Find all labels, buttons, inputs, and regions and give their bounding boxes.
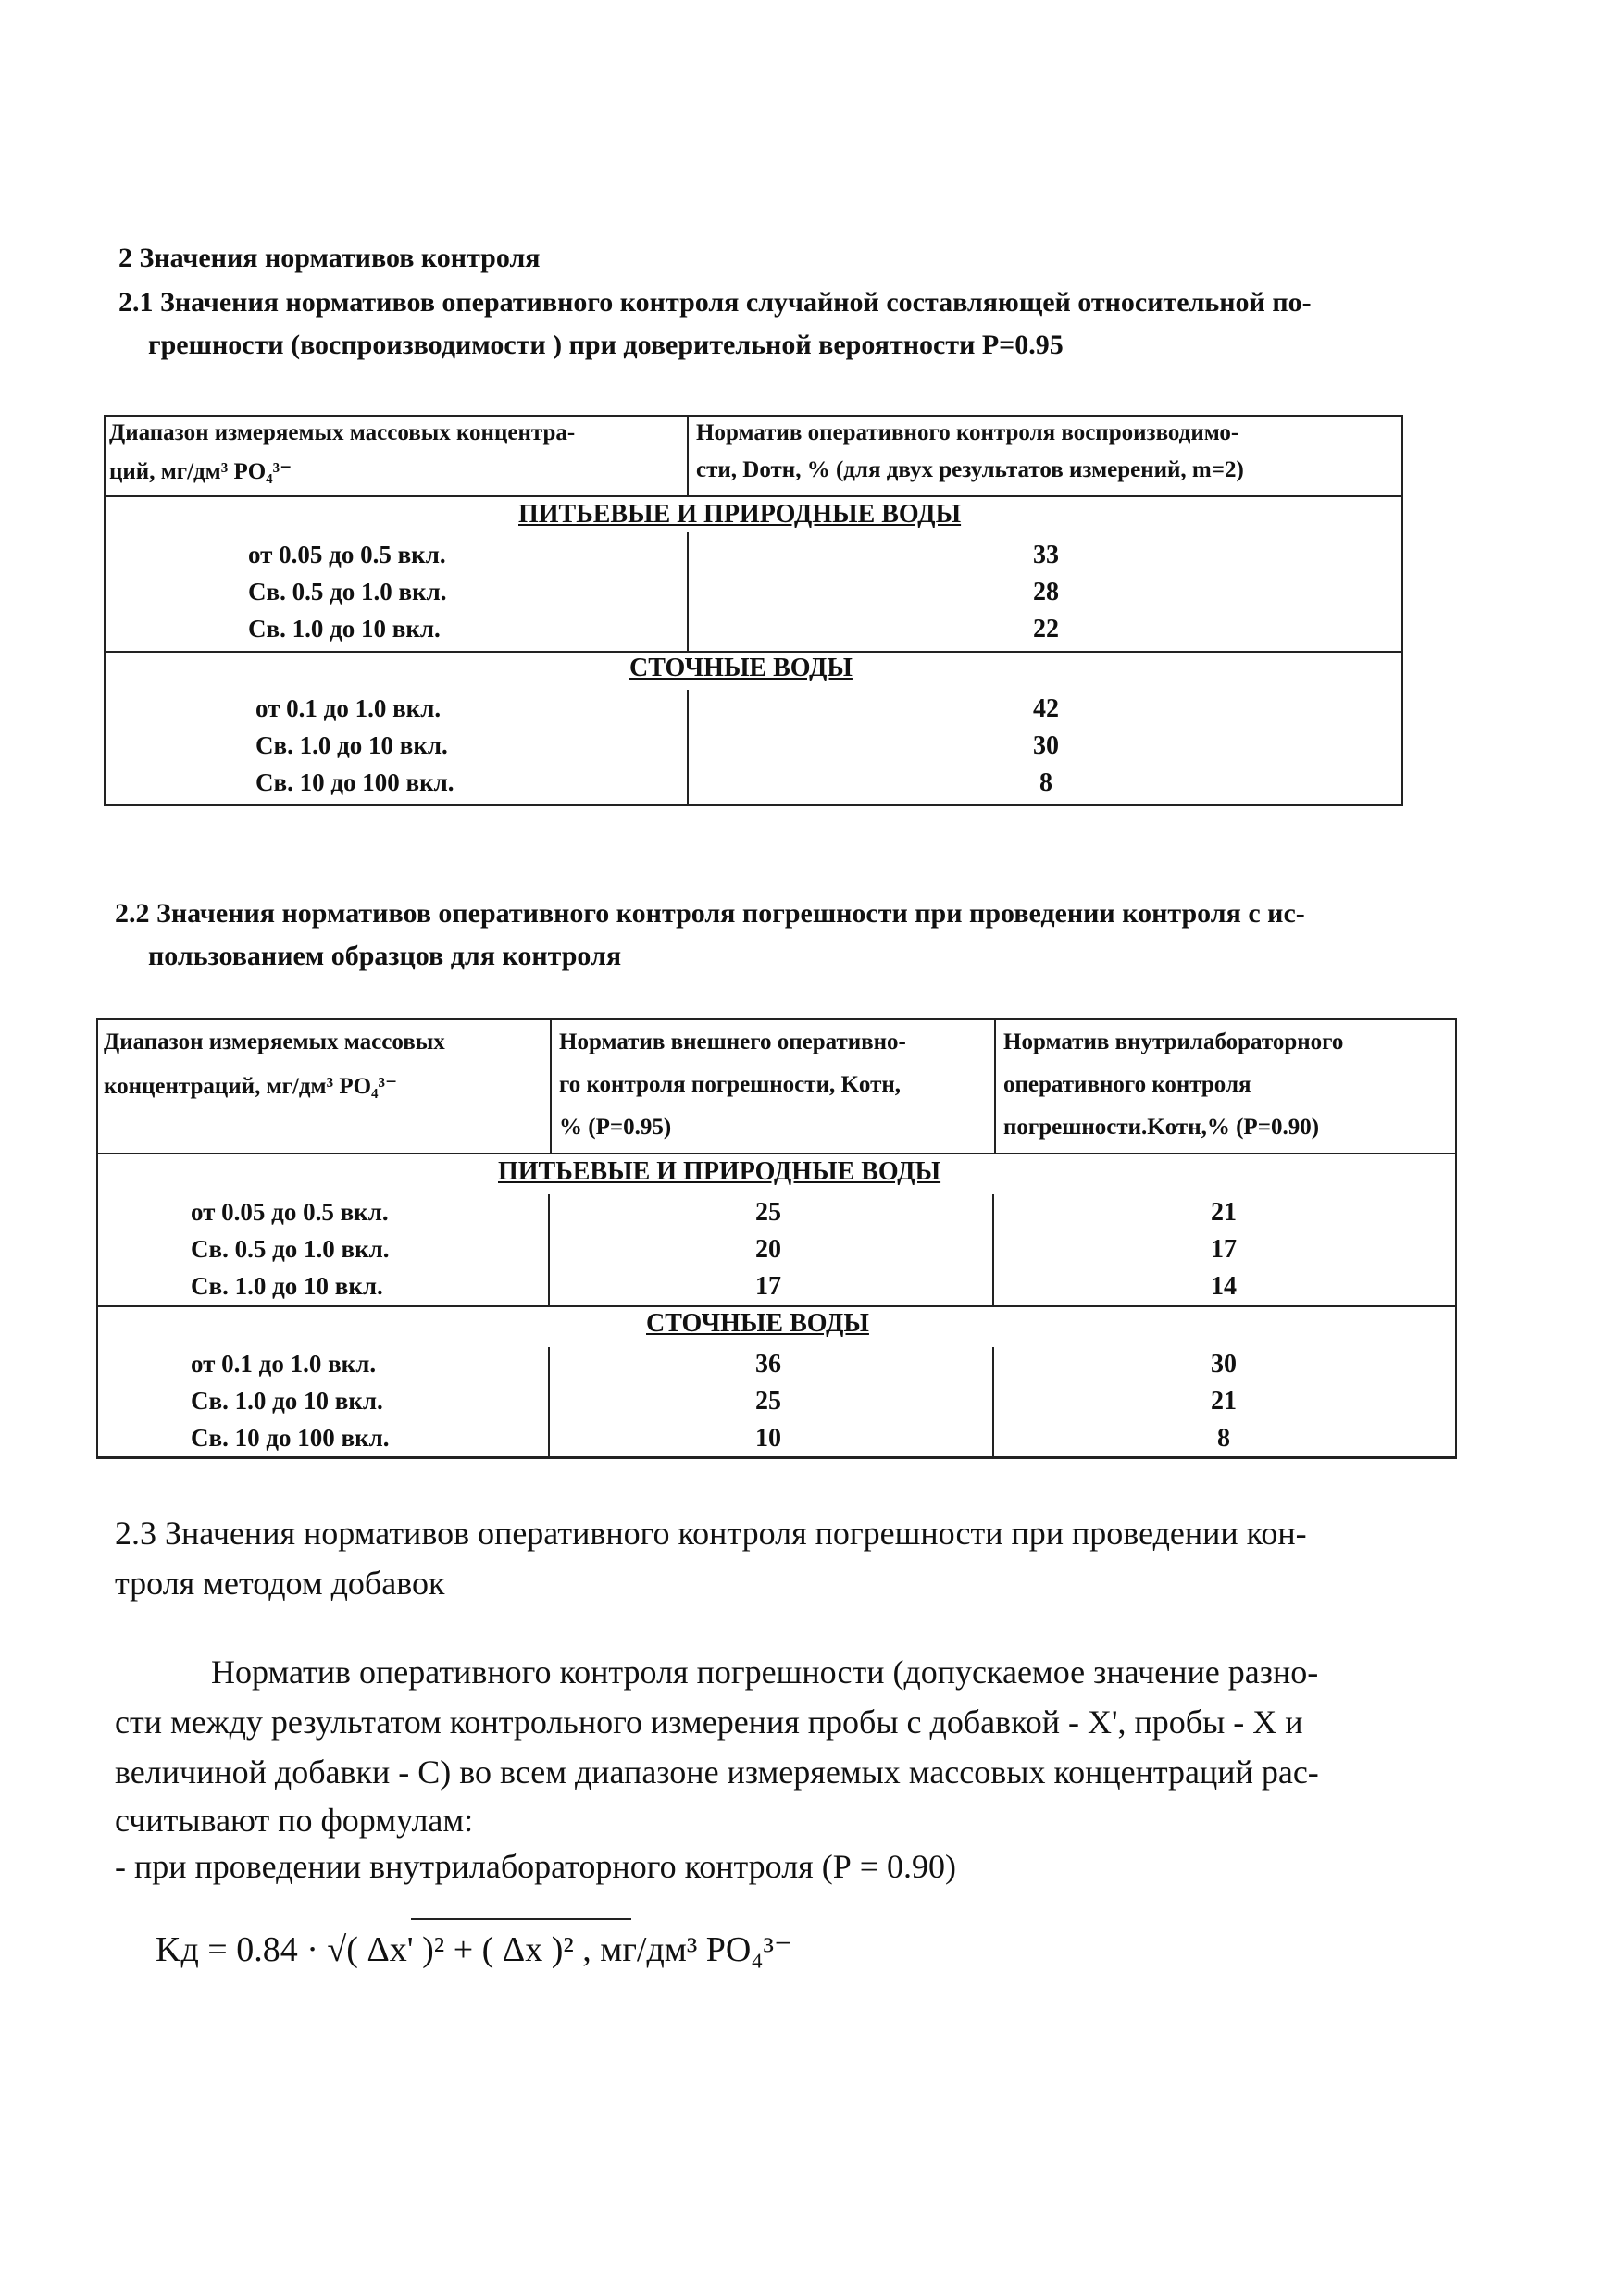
- table2-col1-header-line1: Диапазон измеряемых массовых: [104, 1029, 445, 1054]
- table1-group2-title: СТОЧНЫЕ ВОДЫ: [629, 654, 853, 682]
- table2-row-external: 20: [755, 1235, 781, 1264]
- table1-row-value: 8: [1039, 768, 1052, 797]
- table2-col3-header-line3: погрешности.Kотн,% (Р=0.90): [1003, 1115, 1320, 1140]
- table2-group2-title: СТОЧНЫЕ ВОДЫ: [646, 1309, 869, 1338]
- table1-row-value: 33: [1033, 541, 1059, 569]
- table2-col3-header-line2: оперативного контроля: [1003, 1072, 1251, 1097]
- section-2-3-heading-line2: троля методом добавок: [115, 1565, 445, 1602]
- table1-right-border: [1401, 415, 1403, 806]
- table1-group1-title: ПИТЬЕВЫЕ И ПРИРОДНЫЕ ВОДЫ: [518, 500, 962, 529]
- table2-header-col1-divider: [550, 1018, 552, 1154]
- table2-row-external: 10: [755, 1424, 781, 1453]
- paragraph-line4: считывают по формулам:: [115, 1802, 474, 1839]
- table2-row-external: 36: [755, 1350, 781, 1379]
- table2-row-internal: 21: [1211, 1198, 1237, 1227]
- table2-col3-header-line1: Норматив внутрилабораторного: [1003, 1029, 1344, 1054]
- section-2-2-heading-line2: пользованием образцов для контроля: [148, 941, 622, 971]
- table1-col-divider-group1: [687, 532, 689, 651]
- table2-row-external: 25: [755, 1198, 781, 1227]
- table1-group-divider: [104, 651, 1403, 653]
- table2-row-range: Св. 0.5 до 1.0 вкл.: [191, 1235, 390, 1263]
- table1-row-range: от 0.1 до 1.0 вкл.: [255, 694, 442, 722]
- table1-row-range: Св. 0.5 до 1.0 вкл.: [248, 578, 447, 605]
- section-2-1-heading-line1: 2.1 Значения нормативов оперативного контроля случайной составляющей относительной по-: [118, 287, 1312, 318]
- bullet-internal-control: - при проведении внутрилабораторного контроля (Р = 0.90): [115, 1848, 957, 1885]
- table1-row-value: 22: [1033, 615, 1059, 643]
- table2-col2-header-line1: Норматив внешнего оперативно-: [559, 1029, 906, 1054]
- table1-col1-header-line2: ций, мг/дм³ PO₄³⁻: [109, 459, 292, 484]
- table2-group1-title: ПИТЬЕВЫЕ И ПРИРОДНЫЕ ВОДЫ: [498, 1157, 941, 1186]
- section-2-1-heading-line2: грешности (воспроизводимости ) при доверительной вероятности Р=0.95: [148, 330, 1064, 360]
- table2-col1-divider-group1: [548, 1194, 550, 1305]
- table1-top-border: [104, 415, 1403, 417]
- table2-header-col2-divider: [994, 1018, 996, 1154]
- table2-right-border: [1455, 1018, 1457, 1459]
- paragraph-line2: сти между результатом контрольного измерения пробы с добавкой - X', пробы - X и: [115, 1703, 1303, 1741]
- table1-row-value: 42: [1033, 694, 1059, 723]
- section-2-2-heading-line1: 2.2 Значения нормативов оперативного контроля погрешности при проведении контроля с ис-: [115, 898, 1305, 929]
- table2-row-internal: 30: [1211, 1350, 1237, 1379]
- table1-row-range: Св. 1.0 до 10 вкл.: [255, 731, 448, 759]
- table2-group-divider: [96, 1305, 1457, 1307]
- table2-col1-divider-group2: [548, 1347, 550, 1456]
- table1-row-value: 28: [1033, 578, 1059, 606]
- section-2-3-heading-line1: 2.3 Значения нормативов оперативного контроля погрешности при проведении кон-: [115, 1515, 1307, 1552]
- table2-row-range: от 0.1 до 1.0 вкл.: [191, 1350, 377, 1378]
- paragraph-line3: величиной добавки - С) во всем диапазоне измеряемых массовых концентраций рас-: [115, 1753, 1319, 1791]
- table2-col2-divider-group1: [992, 1194, 994, 1305]
- table2-row-internal: 8: [1217, 1424, 1230, 1453]
- table2-bottom-border: [96, 1456, 1457, 1459]
- table2-col2-header-line3: % (Р=0.95): [559, 1115, 672, 1140]
- table1-row-value: 30: [1033, 731, 1059, 760]
- table2-col1-header-line2: концентраций, мг/дм³ PO₄³⁻: [104, 1074, 398, 1099]
- table1-row-range: Св. 10 до 100 вкл.: [255, 768, 454, 796]
- table1-col2-header-line2: сти, Dотн, % (для двух результатов измерений, m=2): [696, 457, 1244, 482]
- formula-radical-bar: [411, 1918, 631, 1920]
- formula-kd: Kд = 0.84 · √( Δx' )² + ( Δx )² , мг/дм³ PO₄³⁻: [156, 1930, 793, 1969]
- table2-col2-header-line2: го контроля погрешности, Kотн,: [559, 1072, 902, 1097]
- table1-row-range: Св. 1.0 до 10 вкл.: [248, 615, 441, 643]
- table1-header-col-divider: [687, 415, 689, 497]
- table2-col2-divider-group2: [992, 1347, 994, 1456]
- paragraph-line1: Норматив оперативного контроля погрешности (допускаемое значение разно-: [211, 1653, 1319, 1691]
- table1-col1-header-line1: Диапазон измеряемых массовых концентра-: [109, 420, 576, 445]
- table2-header-divider: [96, 1153, 1457, 1154]
- table1-header-divider: [104, 495, 1403, 497]
- table2-row-range: Св. 10 до 100 вкл.: [191, 1424, 390, 1452]
- table2-row-external: 17: [755, 1272, 781, 1301]
- table2-row-internal: 14: [1211, 1272, 1237, 1301]
- table2-row-internal: 21: [1211, 1387, 1237, 1416]
- table2-row-range: Св. 1.0 до 10 вкл.: [191, 1387, 383, 1415]
- table1-col2-header-line1: Норматив оперативного контроля воспроизводимо-: [696, 420, 1239, 445]
- table1-bottom-border: [104, 804, 1403, 806]
- table1-left-border: [104, 415, 106, 806]
- table1-col-divider-group2: [687, 690, 689, 805]
- table2-top-border: [96, 1018, 1457, 1020]
- table2-row-range: Св. 1.0 до 10 вкл.: [191, 1272, 383, 1300]
- section-2-heading: 2 Значения нормативов контроля: [118, 243, 541, 273]
- table2-left-border: [96, 1018, 98, 1459]
- table2-row-range: от 0.05 до 0.5 вкл.: [191, 1198, 389, 1226]
- table2-row-internal: 17: [1211, 1235, 1237, 1264]
- table2-row-external: 25: [755, 1387, 781, 1416]
- table1-row-range: от 0.05 до 0.5 вкл.: [248, 541, 446, 568]
